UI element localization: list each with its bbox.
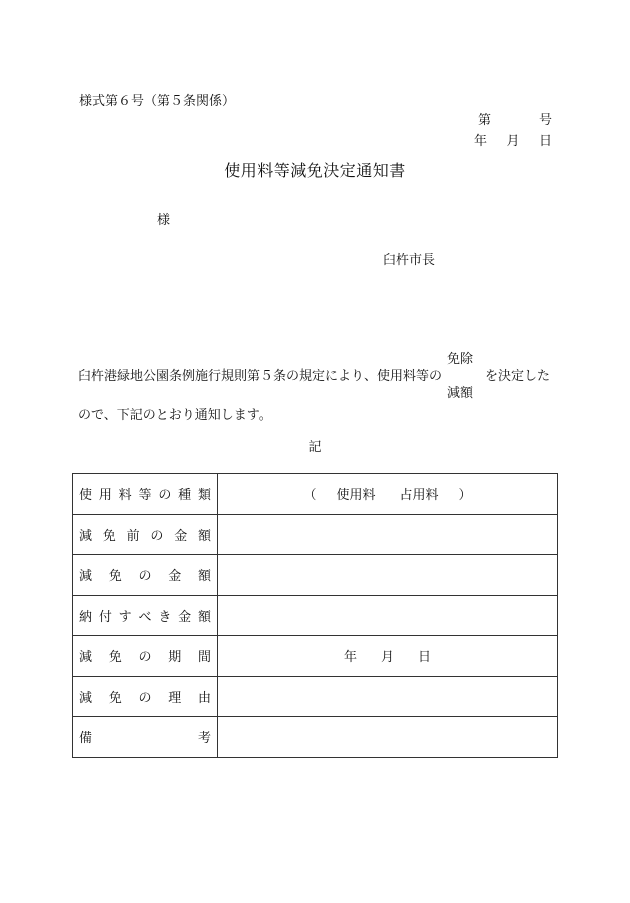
row-label-reduction-amount: 減 免 の 金 額 [73, 555, 218, 596]
date-day: 日 [538, 134, 552, 149]
row-value-reduction-amount[interactable] [218, 555, 558, 596]
table-row [73, 717, 558, 758]
body-line1-tail: を決定した [485, 369, 551, 384]
table-row [73, 555, 558, 596]
body-line1: 臼杵港緑地公園条例施行規則第５条の規定により、使用料等の [78, 369, 443, 384]
close-paren: ） [458, 488, 472, 504]
ki-heading: 記 [308, 440, 322, 455]
details-table [72, 473, 558, 758]
row-label-remarks: 備 考 [73, 717, 218, 758]
row-label-amount-due: 納 付 す べ き 金 額 [73, 595, 218, 636]
row-value-reason[interactable] [218, 676, 558, 717]
period-year: 年 [343, 650, 357, 666]
date-month: 月 [506, 134, 520, 149]
document-number [478, 109, 552, 128]
table-row [73, 514, 558, 555]
form-number: 様式第６号（第５条関係） [79, 94, 236, 109]
period-month: 月 [380, 650, 394, 666]
row-label-reason: 減 免 の 理 由 [73, 676, 218, 717]
row-label-fee-type: 使 用 料 等 の 種 類 [73, 474, 218, 515]
row-value-amount-due[interactable] [218, 595, 558, 636]
option-occupancy-fee: 占用料 [399, 488, 439, 504]
row-label-period: 減 免 の 期 間 [73, 636, 218, 677]
period-day: 日 [418, 650, 432, 666]
option-exemption: 免除 [447, 352, 474, 367]
row-value-amount-before[interactable] [218, 514, 558, 555]
option-reduction: 減額 [447, 386, 474, 401]
number-prefix: 第 [478, 113, 492, 128]
row-value-remarks[interactable] [218, 717, 558, 758]
addressee-suffix: 様 [157, 213, 171, 228]
date-year: 年 [474, 134, 488, 149]
table-row [73, 474, 558, 515]
table-row [73, 676, 558, 717]
row-label-amount-before: 減 免 前 の 金 額 [73, 514, 218, 555]
number-suffix: 号 [538, 113, 552, 128]
table-row [73, 636, 558, 677]
body-line2: ので、下記のとおり通知します。 [78, 408, 272, 423]
open-paren: （ [303, 488, 317, 504]
issuer-name: 臼杵市長 [383, 253, 436, 268]
table-row [73, 595, 558, 636]
document-title: 使用料等減免決定通知書 [224, 161, 406, 180]
issue-date [474, 130, 552, 149]
row-value-fee-type[interactable] [218, 474, 558, 515]
option-usage-fee: 使用料 [336, 488, 376, 504]
row-value-period[interactable] [218, 636, 558, 677]
